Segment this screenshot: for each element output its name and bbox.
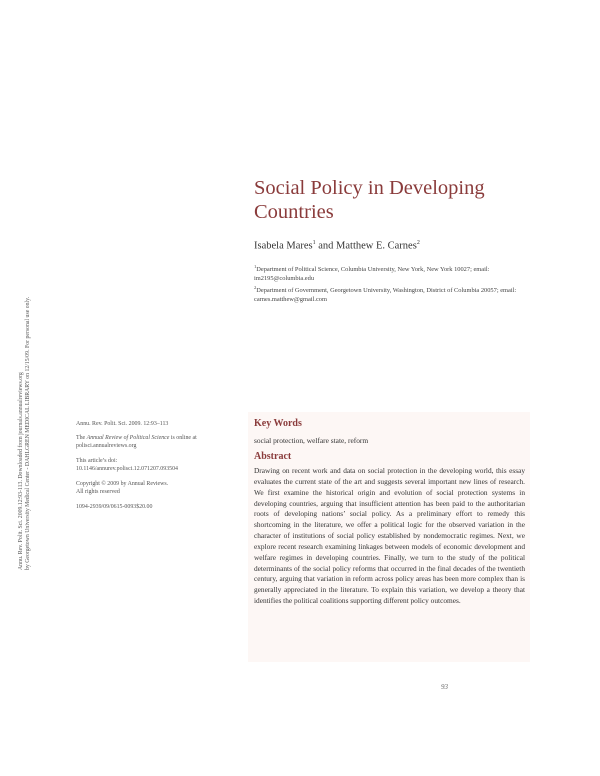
download-note-line1: Annu. Rev. Polit. Sci. 2009.12:93-113. Downloaded from journals.annualreviews.org [18,372,24,570]
article-title: Social Policy in Developing Countries [254,177,485,223]
author-name: Isabela Mares [254,240,313,252]
affiliation-superscript: 2 [254,285,257,290]
abstract-text: Drawing on recent work and data on social protection in the developing world, this essay evaluates the current state of the art and suggests several important new lines of research. We first examine the historical origin and evolution of social protection systems in developing countries, arguing that insufficient attention has been paid to the authoritarian roots of developing nations’ social policy. As a preliminary effort to remedy this shortcoming in the literature, we offer a political logic for the observed variation in the character of institutions of social policy established by nondemocratic regimes. Next, we explore recent research examining linkages between models of economic development and welfare regimes in developing countries. Finally, we turn to the study of the political determinants of the social policy reforms that occurred in the final decades of the twentieth century, arguing that variation in reform across policy areas has been more complex than is generally appreciated in the literature. To explain this variation, we develop a theory that identifies the political coalitions supporting different policy outcomes. [254,466,525,606]
online-note [76,434,246,450]
affiliation-text: Department of Political Science, Columbia University, New York, New York 10027; email: im2195@columbia.edu [254,266,490,283]
journal-name: Annual Review of Political Science [86,435,170,441]
online-note-suffix: is online at polisci.annualreviews.org [76,435,197,449]
download-note-line2: by Georgetown University Medical Center - DAHLGREN MEDICAL LIBRARY on 12/15/09. For personal use only. [25,296,31,570]
copyright: Copyright © 2009 by Annual Reviews. [76,481,169,487]
affiliation-superscript: 1 [254,264,257,269]
affiliation-text: Department of Government, Georgetown University, Washington, District of Columbia 20057; email: carnes.matthew@gmail.com [254,287,517,304]
issn: 1094-2939/09/0615-0093$20.00 [76,504,153,510]
doi-label: This article’s doi: [76,458,118,464]
affiliation [254,283,524,304]
author-line [254,240,420,252]
download-note [18,194,32,570]
citation: Annu. Rev. Polit. Sci. 2009. 12:93–113 [76,421,169,427]
author-superscript: 1 [312,240,316,246]
doi-link[interactable]: 10.1146/annurev.polisci.12.071207.093504 [76,466,178,472]
keywords-text: social protection, welfare state, reform [254,436,369,445]
author-name: Matthew E. Carnes [336,240,417,252]
page-number: 93 [441,683,448,691]
online-note-prefix: The [76,435,87,441]
author-separator: and [315,240,337,252]
author-superscript: 2 [416,240,420,246]
rights: All rights reserved [76,489,120,495]
abstract-heading: Abstract [254,451,292,462]
affiliation [254,262,524,283]
keywords-heading: Key Words [254,418,302,429]
